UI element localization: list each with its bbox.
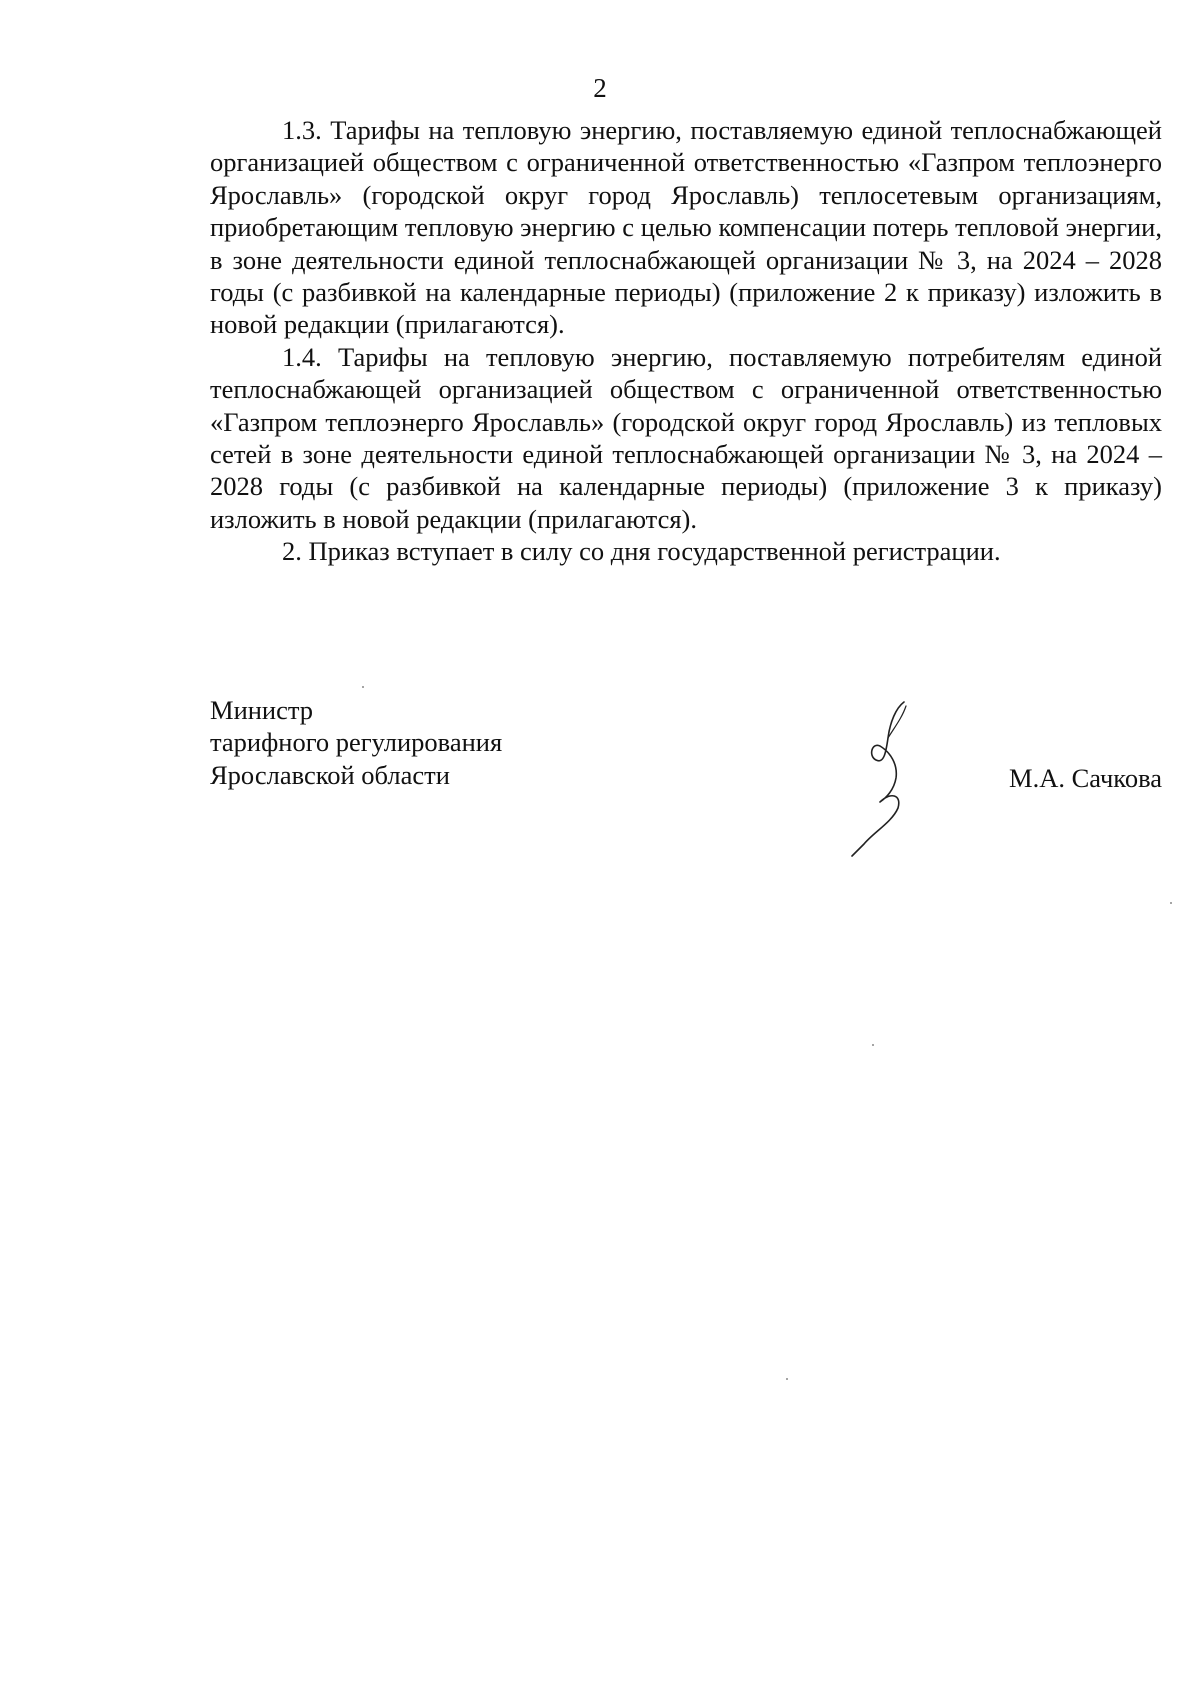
- paragraph-2: 2. Приказ вступает в силу со дня государственной регистрации.: [282, 536, 1001, 567]
- paragraph-1-4: 1.4. Тарифы на тепловую энергию, поставляемую потребителям единой теплоснабжающей организацией обществом с ограниченной ответственностью «Газпром теплоэнерго Ярославль» (городской округ город Ярославль) из тепловых сетей в зоне деятельности единой теплоснабжающей организации № 3, на 2024 – 2028 годы (с разбивкой на календарные периоды) (приложение 3 к приказу) изложить в новой редакции (прилагаются).: [210, 341, 1162, 534]
- position-line-region: Ярославской области: [210, 759, 450, 790]
- scan-speck: [1170, 902, 1172, 904]
- scan-speck: [872, 1044, 874, 1046]
- position-line-minister: Министр: [210, 695, 314, 725]
- signer-name: М.А. Сачкова: [1009, 763, 1162, 793]
- paragraph-1-3: 1.3. Тарифы на тепловую энергию, поставляемую единой теплоснабжающей организацией обществом с ограниченной ответственностью «Газпром теплоэнерго Ярославль» (городской округ город Ярославль) теплосетевым организациям, приобретающим тепловую энергию с целью компенсации потерь тепловой энергии, в зоне деятельности единой теплоснабжающей организации № 3, на 2024 – 2028 годы (с разбивкой на календарные периоды) (приложение 2 к приказу) изложить в новой редакции (прилагаются).: [210, 115, 1162, 340]
- page-number: 2: [593, 73, 607, 103]
- scan-speck: [362, 686, 364, 688]
- signatory-position: [210, 694, 502, 791]
- document-body: [210, 114, 1162, 568]
- handwritten-signature: [846, 698, 926, 858]
- scan-speck: [786, 1378, 788, 1380]
- position-line-department: тарифного регулирования: [210, 727, 503, 758]
